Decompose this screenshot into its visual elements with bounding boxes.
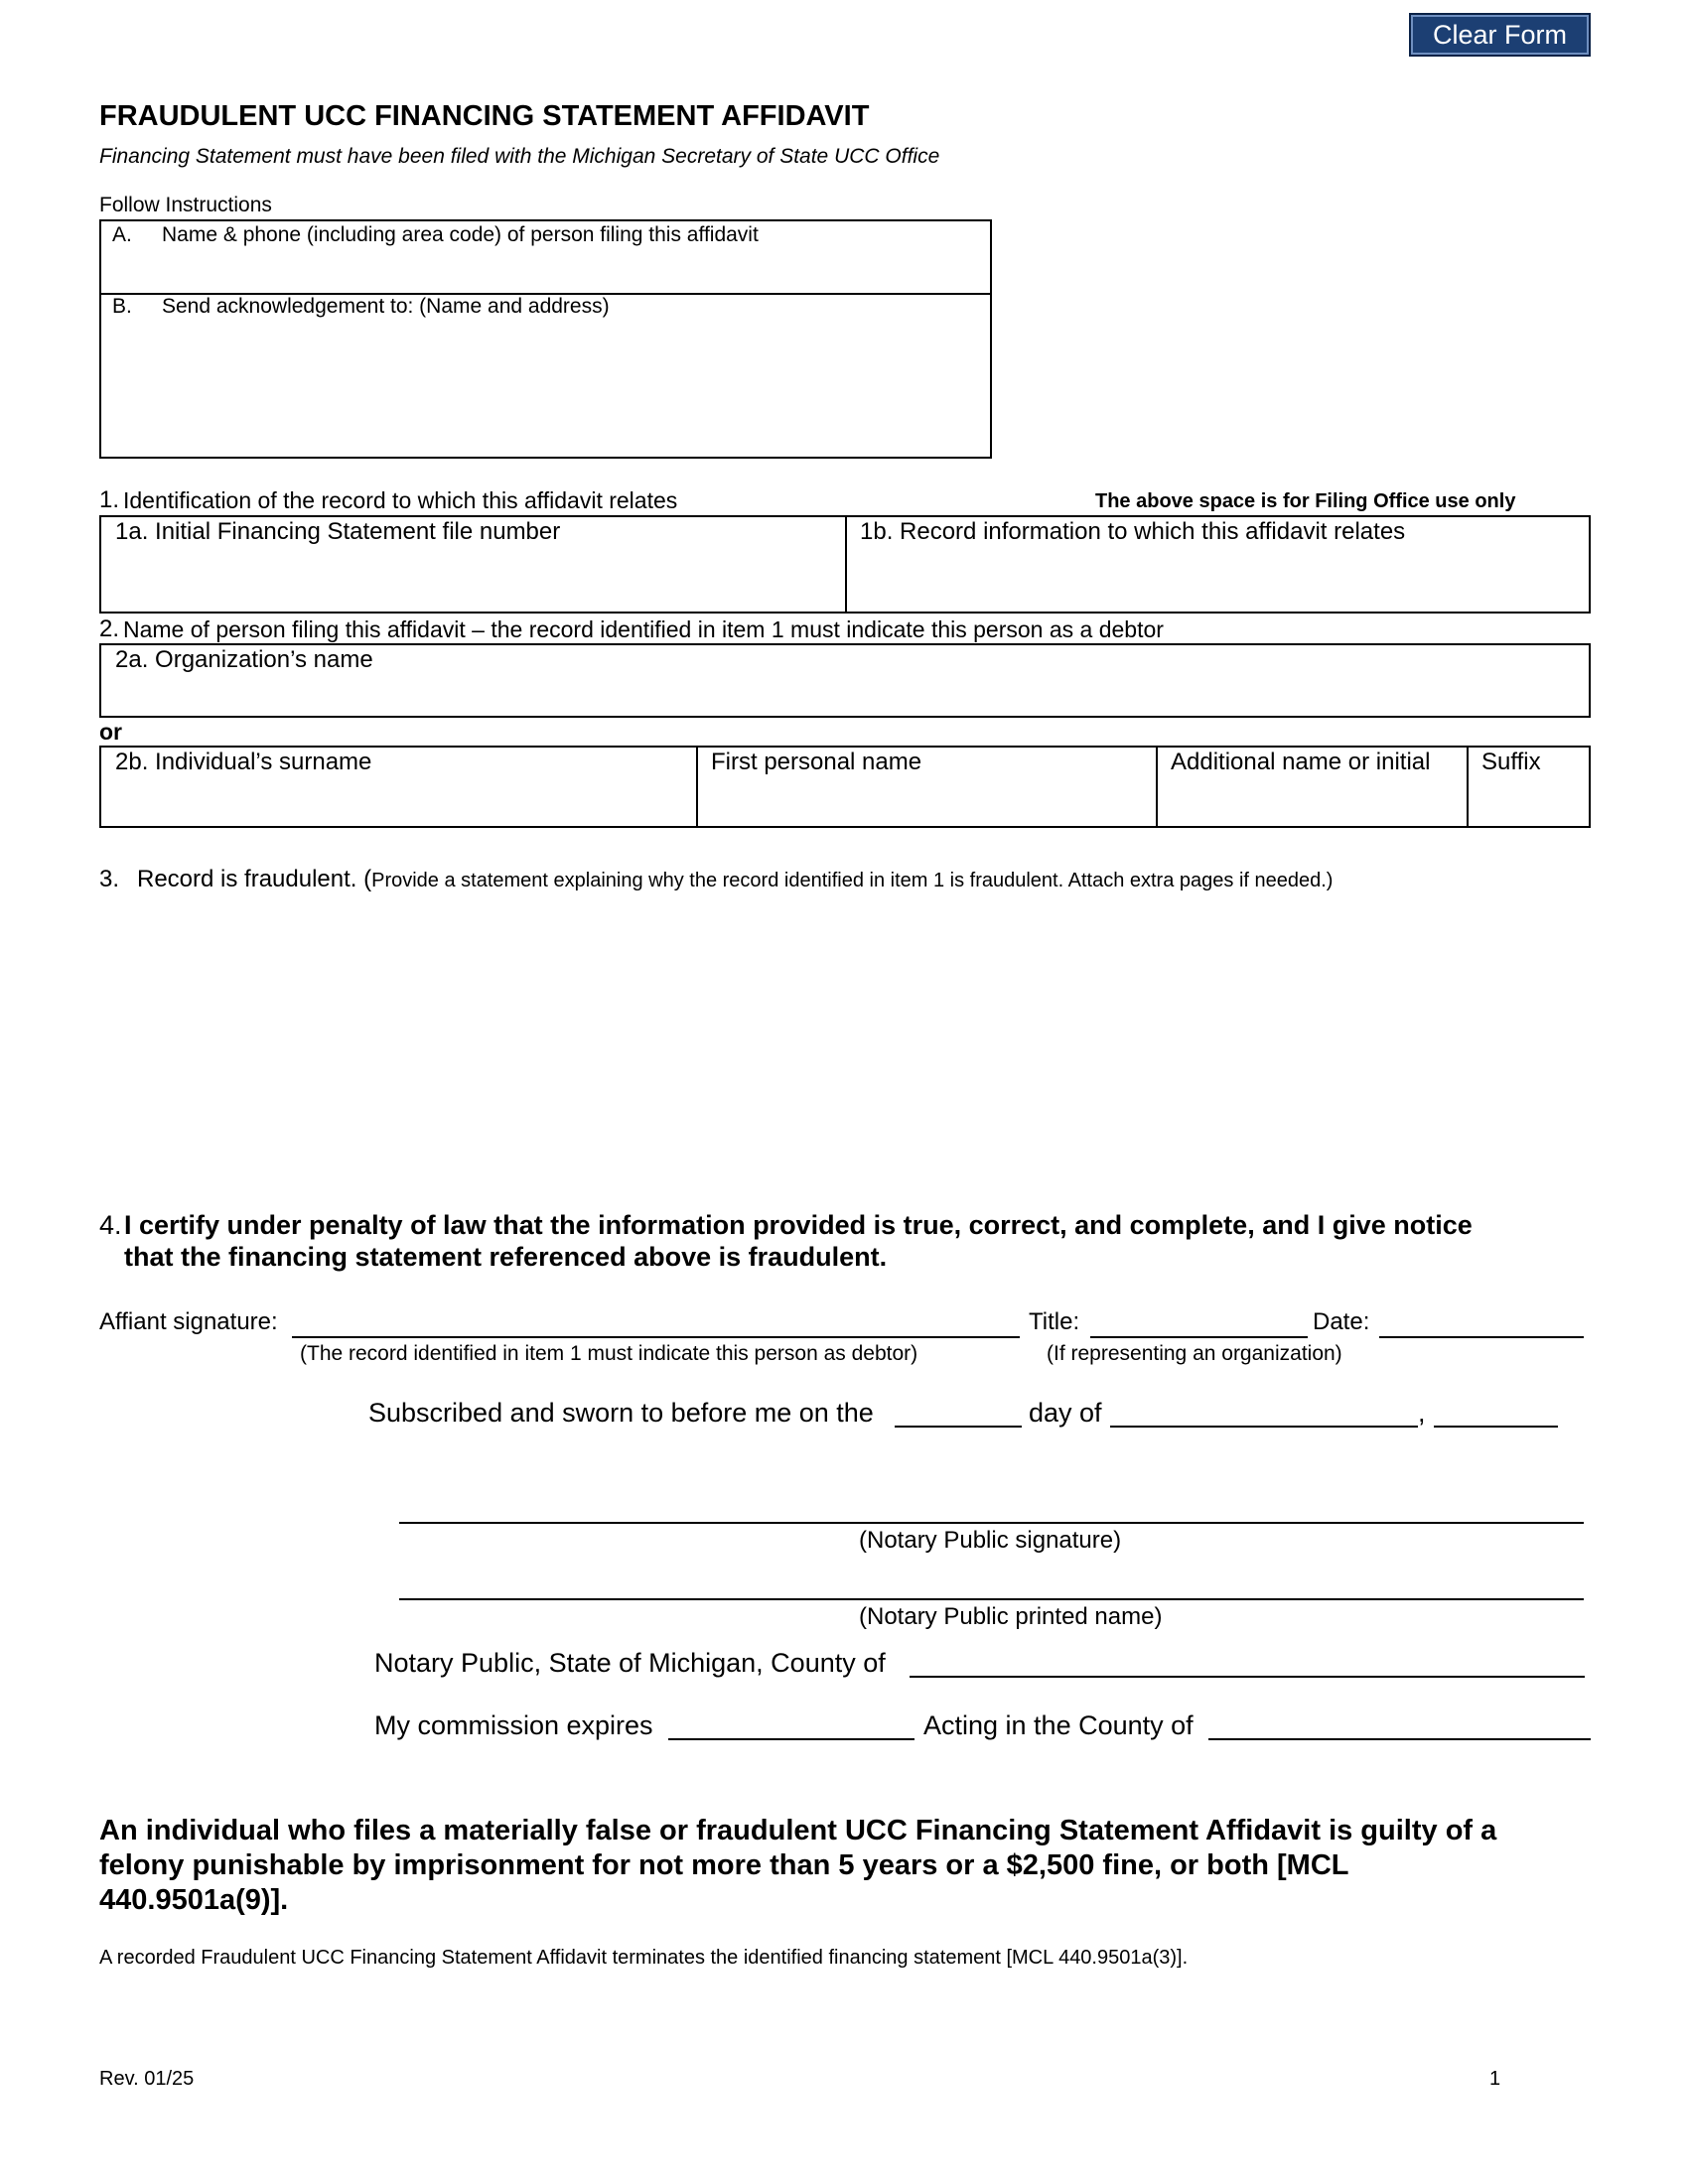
- sworn-month-line[interactable]: [1110, 1426, 1418, 1428]
- notary-county-line[interactable]: [910, 1676, 1585, 1678]
- item2b-divider-3: [1467, 746, 1469, 828]
- notary-signature-line[interactable]: [399, 1522, 1584, 1524]
- acting-county-label: Acting in the County of: [923, 1710, 1194, 1740]
- item3-statement-area[interactable]: [99, 898, 1591, 1196]
- field-2b-surname-label[interactable]: 2b. Individual’s surname: [115, 749, 372, 775]
- item2-number: 2.: [99, 615, 120, 642]
- clear-form-button[interactable]: Clear Form: [1409, 13, 1591, 57]
- sworn-comma: ,: [1418, 1398, 1426, 1428]
- filing-office-note: The above space is for Filing Office use only: [1095, 490, 1516, 512]
- title-label: Title:: [1029, 1308, 1080, 1335]
- warning-line3: 440.9501a(9)].: [99, 1884, 289, 1916]
- item3-heading-note: Provide a statement explaining why the record identified in item 1 is fraudulent. Attach extra pages if needed.): [371, 870, 1334, 891]
- commission-expires-line[interactable]: [668, 1738, 914, 1740]
- day-of-text: day of: [1029, 1398, 1102, 1428]
- item1-number: 1.: [99, 486, 120, 513]
- page-number: 1: [1489, 2068, 1501, 2090]
- filer-box: [99, 219, 992, 459]
- field-b-letter: B.: [112, 295, 132, 318]
- item3-heading: [137, 866, 1333, 893]
- title-line[interactable]: [1090, 1336, 1308, 1338]
- commission-expires-label: My commission expires: [374, 1710, 653, 1740]
- termination-footnote: A recorded Fraudulent UCC Financing Statement Affidavit terminates the identified financing statement [MCL 440.9501a(3)].: [99, 1947, 1189, 1969]
- affiant-signature-label: Affiant signature:: [99, 1308, 278, 1335]
- sworn-text: Subscribed and sworn to before me on the: [368, 1398, 874, 1428]
- notary-county-label: Notary Public, State of Michigan, County of: [374, 1648, 886, 1678]
- field-2a-label[interactable]: 2a. Organization’s name: [115, 646, 373, 673]
- field-1b-label[interactable]: 1b. Record information to which this affidavit relates: [860, 518, 1406, 545]
- item2b-divider-1: [696, 746, 698, 828]
- field-b-label[interactable]: Send acknowledgement to: (Name and address): [162, 295, 610, 318]
- field-a-letter: A.: [112, 223, 132, 246]
- field-suffix-label[interactable]: Suffix: [1481, 749, 1541, 775]
- sworn-year-line[interactable]: [1434, 1426, 1558, 1428]
- item1-heading: Identification of the record to which this affidavit relates: [123, 487, 678, 513]
- item3-heading-main: Record is fraudulent. (: [137, 866, 372, 892]
- item4-number: 4.: [99, 1210, 122, 1240]
- acting-county-line[interactable]: [1208, 1738, 1591, 1740]
- field-1a-label[interactable]: 1a. Initial Financing Statement file number: [115, 518, 561, 545]
- item2b-divider-2: [1156, 746, 1158, 828]
- or-label: or: [99, 719, 122, 745]
- field-a-label[interactable]: Name & phone (including area code) of person filing this affidavit: [162, 223, 759, 246]
- date-label: Date:: [1313, 1308, 1370, 1335]
- revision-label: Rev. 01/25: [99, 2068, 195, 2090]
- affiant-signature-line[interactable]: [292, 1336, 1020, 1338]
- notary-signature-caption: (Notary Public signature): [859, 1527, 1122, 1554]
- warning-line2: felony punishable by imprisonment for not more than 5 years or a $2,500 fine, or both [MCL: [99, 1849, 1349, 1881]
- item3-number: 3.: [99, 866, 120, 892]
- item1-divider: [845, 515, 847, 614]
- field-first-name-label[interactable]: First personal name: [711, 749, 922, 775]
- notary-printed-name-line[interactable]: [399, 1598, 1584, 1600]
- item4-line2: that the financing statement referenced above is fraudulent.: [124, 1242, 888, 1272]
- sworn-day-line[interactable]: [895, 1426, 1022, 1428]
- item2-heading: Name of person filing this affidavit – the record identified in item 1 must indicate this person as a debtor: [123, 616, 1164, 642]
- warning-line1: An individual who files a materially false or fraudulent UCC Financing Statement Affidavit is guilty of a: [99, 1815, 1497, 1846]
- date-line[interactable]: [1379, 1336, 1584, 1338]
- notary-printed-name-caption: (Notary Public printed name): [859, 1603, 1163, 1630]
- title-note: (If representing an organization): [1047, 1342, 1342, 1365]
- field-additional-name-label[interactable]: Additional name or initial: [1171, 749, 1431, 775]
- item4-line1: I certify under penalty of law that the information provided is true, correct, and complete, and I give notice: [124, 1210, 1473, 1240]
- page-title: FRAUDULENT UCC FINANCING STATEMENT AFFIDAVIT: [99, 100, 870, 132]
- page-subtitle: Financing Statement must have been filed with the Michigan Secretary of State UCC Office: [99, 145, 940, 168]
- follow-instructions: Follow Instructions: [99, 194, 272, 216]
- affiant-note: (The record identified in item 1 must indicate this person as debtor): [300, 1342, 918, 1365]
